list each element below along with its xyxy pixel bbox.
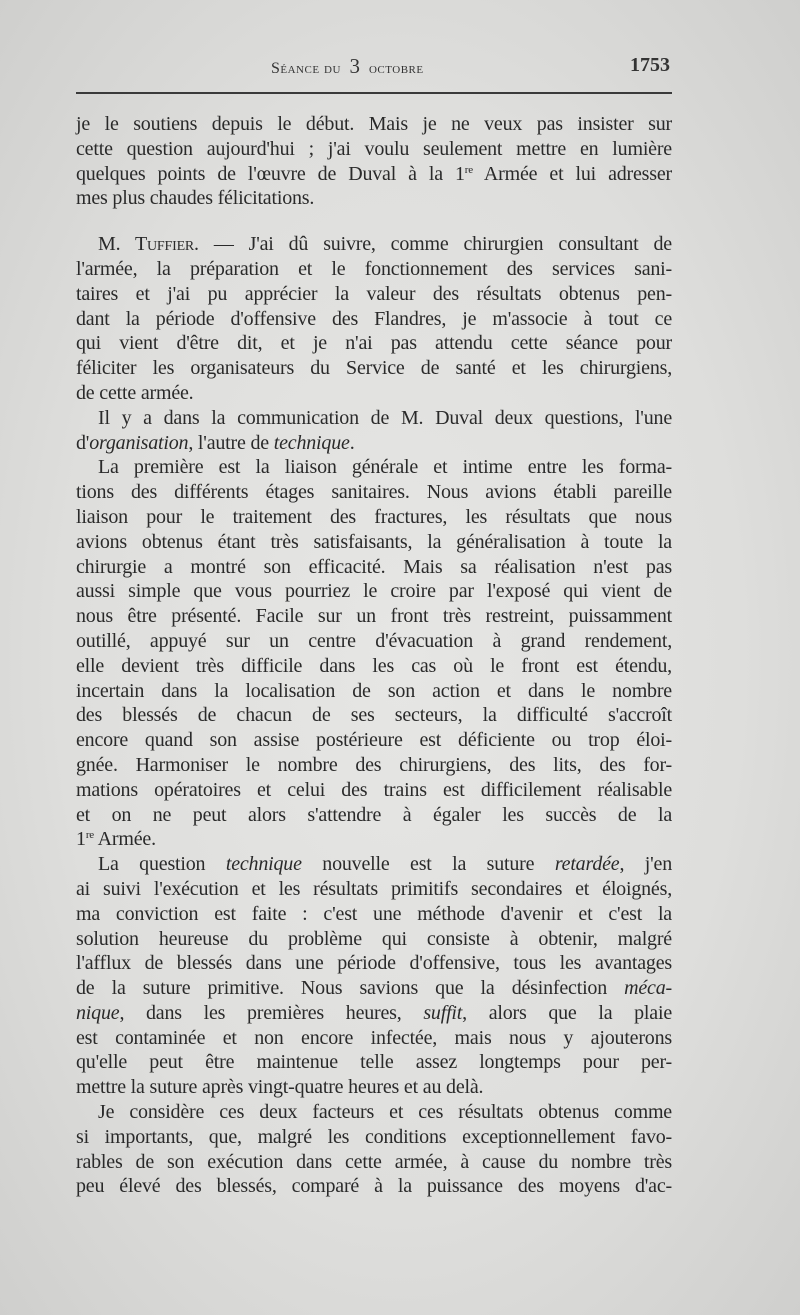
text-line: La première est la liaison générale et intime entre les forma- [98,456,672,479]
italic-run: suffit [423,1001,463,1024]
text-line: peu élevé des blessés, comparé à la puissance des moyens d'ac- [76,1175,672,1198]
running-title-post: octobre [368,60,424,77]
text-line: tions des différents étages sanitaires. Nous avions établi pareille [76,481,672,504]
text-line: liaison pour le traitement des fractures, les résultats que nous [76,505,672,528]
text-line [76,232,672,257]
paragraph-conclusion [76,1100,672,1199]
text-run: Armée. [93,828,156,851]
text-line: outillé, appuyé sur un centre d'évacuation à grand rendement, [76,629,672,652]
text-line: ai suivi l'exécution et les résultats primitifs secondaires et éloignés, [76,877,672,900]
running-title-day: 3 [349,54,361,78]
text-line: nous être présenté. Facile sur un front très restreint, puissamment [76,605,672,628]
italic-run: méca- [624,977,672,1000]
text-run: de la suture primitive. Nous savions que la désinfection [76,977,625,1000]
text-line: mettre la suture après vingt-quatre heures et au delà. [76,1076,484,1099]
text-line [76,976,672,1001]
superscript: re [464,163,473,176]
italic-run: technique [273,431,350,454]
body-text [76,112,672,1199]
paragraph-continuation [76,112,672,211]
text-line: Je considère ces deux facteurs et ces résultats obtenus comme [98,1101,672,1124]
text-run: . [349,431,355,454]
text-line: qui vient d'être dit, et je n'ai pas attendu cette séance pour [76,332,672,355]
text-line: incertain dans la localisation de son action et dans le nombre [76,679,672,702]
italic-run: nique [76,1001,120,1024]
italic-run: retardée [554,853,620,876]
text-line: ma conviction est faite : c'est une méthode d'avenir et c'est la [76,902,672,925]
text-run: , j'en [619,853,673,876]
paragraph-organisation [76,455,672,852]
speaker-name: M. Tuffier. [98,233,199,256]
italic-run: organisation [89,431,189,454]
text-line: l'armée, la préparation et le fonctionnement des services sani- [76,257,672,280]
text-run: , l'autre de [188,431,274,454]
text-run: , alors que la plaie [462,1001,673,1024]
text-line: solution heureuse du problème qui consiste à obtenir, malgré [76,927,672,950]
text-line: gnée. Harmoniser le nombre des chirurgiens, des lits, des for- [76,753,672,776]
text-line: cette question aujourd'hui ; j'ai voulu seulement mettre en lumière [76,137,672,160]
text-run: , dans les premières heures, [119,1001,424,1024]
text-line [76,431,672,456]
text-run: La question [98,853,226,876]
text-run: nouvelle est la suture [301,853,555,876]
text-line: si importants, que, malgré les conditions exceptionnellement favo- [76,1125,672,1148]
text-run: d' [76,431,90,454]
text-line: et on ne peut alors s'attendre à égaler les succès de la [76,803,672,826]
text-line [76,162,672,187]
text-line: mations opératoires et celui des trains est difficilement réalisable [76,778,672,801]
text-line: l'afflux de blessés dans une période d'offensive, tous les avantages [76,952,672,975]
text-line: des blessés de chacun de ses secteurs, la difficulté s'accroît [76,704,672,727]
text-run: 1 [76,828,86,851]
text-line [76,1001,672,1026]
text-line: encore quand son assise postérieure est déficiente ou trop éloi- [76,729,672,752]
header-rule [76,92,672,94]
text-line: Il y a dans la communication de M. Duval deux questions, l'une [98,406,672,429]
text-line: est contaminée et non encore infectée, mais nous y ajouterons [76,1026,672,1049]
page-number: 1753 [630,54,670,76]
paragraph-questions [76,406,672,456]
text-line: taires et j'ai pu apprécier la valeur des résultats obtenus pen- [76,282,672,305]
running-title-pre: Séance du [271,60,341,77]
italic-run: technique [225,853,302,876]
text-line: féliciter les organisateurs du Service de santé et les chirurgiens, [76,357,672,380]
text-run: quelques points de l'œuvre de Duval à la 1 [76,162,465,185]
text-line: elle devient très difficile dans les cas où le front est étendu, [76,654,672,677]
text-line: rables de son exécution dans cette armée, à cause du nombre très [76,1150,672,1173]
text-line: dant la période d'offensive des Flandres, je m'associe à tout ce [76,307,672,330]
text-line [76,852,672,877]
text-line: chirurgie a montré son efficacité. Mais sa réalisation n'est pas [76,555,672,578]
paragraph-technique [76,852,672,1100]
paragraph-tuffier [76,232,672,406]
superscript: re [85,829,94,842]
running-head [76,54,672,80]
text-line: de cette armée. [76,381,194,404]
text-line: aussi simple que vous pourriez le croire par l'exposé qui vient de [76,580,672,603]
text-line: mes plus chaudes félicitations. [76,187,315,210]
text-line: avions obtenus étant très satisfaisants, la généralisation à toute la [76,530,672,553]
text-line [76,827,672,852]
text-line: qu'elle peut être maintenue telle assez longtemps pour per- [76,1051,672,1074]
running-title [271,54,424,79]
paragraph-gap [76,211,672,232]
text-line: je le soutiens depuis le début. Mais je ne veux pas insister sur [76,113,672,135]
text-run: Armée et lui adresser [472,162,672,185]
text-run: — J'ai dû suivre, comme chirurgien consultant de [198,233,672,256]
